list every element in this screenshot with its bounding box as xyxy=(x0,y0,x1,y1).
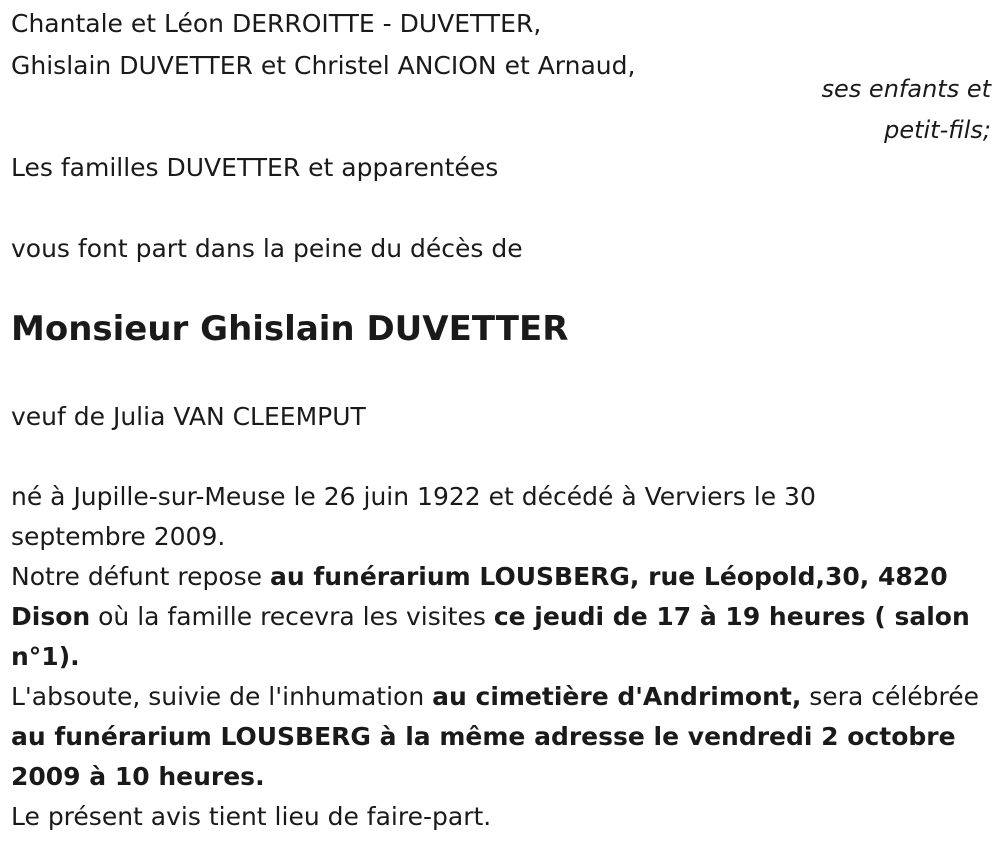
relation-line-2: petit-fils; xyxy=(884,116,991,144)
deceased-name: Monsieur Ghislain DUVETTER xyxy=(11,309,569,349)
intro-line-1: Chantale et Léon DERROITTE - DUVETTER, xyxy=(11,9,542,38)
announce-line: vous font part dans la peine du décès de xyxy=(11,234,523,263)
service-text-a: L'absoute, suivie de l'inhumation xyxy=(11,682,433,711)
families-line: Les familles DUVETTER et apparentées xyxy=(11,153,499,182)
obituary-notice xyxy=(11,0,991,852)
closing-line: Le présent avis tient lieu de faire-part. xyxy=(11,802,492,831)
service-paragraph xyxy=(11,677,986,797)
service-details: au funérarium LOUSBERG à la même adresse le vendredi 2 octobre 2009 à 10 heures. xyxy=(11,722,956,791)
service-text-c: sera célébrée xyxy=(801,682,980,711)
rest-text-c: où la famille recevra les visites xyxy=(90,602,494,631)
rest-location: au funérarium LOUSBERG, rue Léopold,30, 4820 Dison xyxy=(11,562,948,631)
rest-paragraph xyxy=(11,557,986,677)
cemetery-location: au cimetière d'Andrimont, xyxy=(432,682,802,711)
intro-line-2: Ghislain DUVETTER et Christel ANCION et Arnaud, xyxy=(11,51,636,80)
widower-line: veuf de Julia VAN CLEEMPUT xyxy=(11,402,366,431)
birth-death-line-2: septembre 2009. xyxy=(11,522,226,551)
birth-death-line-1: né à Jupille-sur-Meuse le 26 juin 1922 et décédé à Verviers le 30 xyxy=(11,482,816,511)
visit-times: ce jeudi de 17 à 19 heures ( salon n°1). xyxy=(11,602,970,671)
rest-text-a: Notre défunt repose xyxy=(11,562,270,591)
relation-line-1: ses enfants et xyxy=(821,75,991,103)
